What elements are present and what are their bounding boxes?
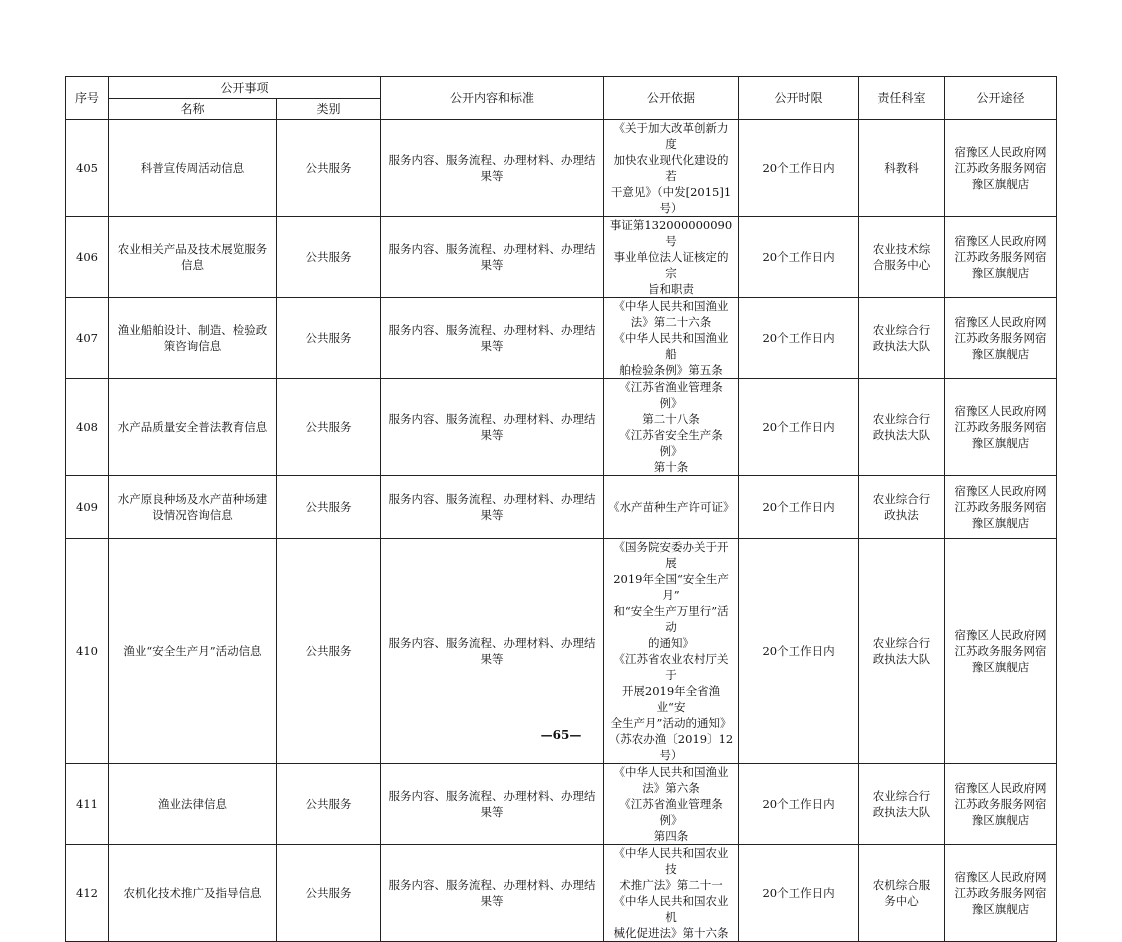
disclosure-table bbox=[65, 76, 1057, 942]
row-channel: 宿豫区人民政府网 江苏政务服务网宿 豫区旗舰店 bbox=[954, 870, 1047, 916]
row-content: 服务内容、服务流程、办理材料、办理结果等 bbox=[388, 412, 596, 442]
row-category: 公共服务 bbox=[305, 886, 352, 900]
header-content: 公开内容和标准 bbox=[381, 77, 604, 120]
page-number: —65— bbox=[540, 728, 582, 742]
row-number: 407 bbox=[76, 331, 98, 345]
row-number: 412 bbox=[76, 886, 98, 900]
row-number: 408 bbox=[76, 420, 98, 434]
row-time-limit: 20个工作日内 bbox=[762, 331, 835, 345]
row-time-limit: 20个工作日内 bbox=[762, 797, 835, 811]
row-number: 405 bbox=[76, 161, 98, 175]
table-row bbox=[66, 764, 1057, 845]
row-channel: 宿豫区人民政府网 江苏政务服务网宿 豫区旗舰店 bbox=[954, 628, 1047, 674]
table-row bbox=[66, 476, 1057, 539]
row-dept: 农业综合行 政执法大队 bbox=[872, 323, 931, 353]
row-basis: 《中华人民共和国渔业 法》第二十六条 《中华人民共和国渔业船 舶检验条例》第五条 bbox=[613, 299, 729, 377]
header-dept: 责任科室 bbox=[859, 77, 945, 120]
header-channel: 公开途径 bbox=[945, 77, 1057, 120]
row-name: 渔业“安全生产月”活动信息 bbox=[123, 644, 262, 658]
row-dept: 农机综合服 务中心 bbox=[872, 878, 931, 908]
row-basis: 《国务院安委办关于开展 2019年全国“安全生产月” 和“安全生产万里行”活动 的通知》 《江苏省农业农村厅关于 开展2019年全省渔业“安 全生产月”活动的通知》 （苏农办渔〔2019〕12号） bbox=[608, 540, 734, 762]
row-content: 服务内容、服务流程、办理材料、办理结果等 bbox=[388, 153, 596, 183]
row-time-limit: 20个工作日内 bbox=[762, 420, 835, 434]
table-row bbox=[66, 845, 1057, 942]
row-basis: 《中华人民共和国渔业 法》第六条 《江苏省渔业管理条例》 第四条 bbox=[613, 765, 729, 843]
row-category: 公共服务 bbox=[305, 161, 352, 175]
row-time-limit: 20个工作日内 bbox=[762, 644, 835, 658]
row-number: 406 bbox=[76, 250, 98, 264]
row-number: 411 bbox=[76, 797, 98, 811]
table-row bbox=[66, 379, 1057, 476]
row-channel: 宿豫区人民政府网 江苏政务服务网宿 豫区旗舰店 bbox=[954, 145, 1047, 191]
row-channel: 宿豫区人民政府网 江苏政务服务网宿 豫区旗舰店 bbox=[954, 234, 1047, 280]
row-channel: 宿豫区人民政府网 江苏政务服务网宿 豫区旗舰店 bbox=[954, 781, 1047, 827]
row-channel: 宿豫区人民政府网 江苏政务服务网宿 豫区旗舰店 bbox=[954, 484, 1047, 530]
header-time-limit: 公开时限 bbox=[739, 77, 859, 120]
header-basis: 公开依据 bbox=[604, 77, 739, 120]
row-category: 公共服务 bbox=[305, 797, 352, 811]
row-name: 水产品质量安全普法教育信息 bbox=[117, 420, 268, 434]
row-name: 渔业法律信息 bbox=[158, 797, 227, 811]
row-channel: 宿豫区人民政府网 江苏政务服务网宿 豫区旗舰店 bbox=[954, 315, 1047, 361]
row-time-limit: 20个工作日内 bbox=[762, 886, 835, 900]
row-content: 服务内容、服务流程、办理材料、办理结果等 bbox=[388, 636, 596, 666]
row-time-limit: 20个工作日内 bbox=[762, 250, 835, 264]
row-name: 农业相关产品及技术展览服务信息 bbox=[117, 242, 268, 272]
row-name: 科普宣传周活动信息 bbox=[140, 161, 245, 175]
row-category: 公共服务 bbox=[305, 420, 352, 434]
row-basis: 《中华人民共和国农业技 术推广法》第二十一 《中华人民共和国农业机 械化促进法》第十六条 bbox=[613, 846, 729, 940]
row-time-limit: 20个工作日内 bbox=[762, 500, 835, 514]
row-dept: 农业综合行 政执法大队 bbox=[872, 412, 931, 442]
table-row bbox=[66, 298, 1057, 379]
row-category: 公共服务 bbox=[305, 250, 352, 264]
table-row bbox=[66, 120, 1057, 217]
row-name: 农机化技术推广及指导信息 bbox=[123, 886, 262, 900]
row-basis: 《水产苗种生产许可证》 bbox=[608, 500, 735, 514]
row-dept: 农业综合行 政执法大队 bbox=[872, 789, 931, 819]
header-public-item: 公开事项 bbox=[109, 77, 381, 99]
row-time-limit: 20个工作日内 bbox=[762, 161, 835, 175]
row-category: 公共服务 bbox=[305, 644, 352, 658]
row-number: 410 bbox=[76, 644, 98, 658]
row-dept: 农业综合行 政执法大队 bbox=[872, 636, 931, 666]
row-name: 渔业船舶设计、制造、检验政策咨询信息 bbox=[117, 323, 268, 353]
row-content: 服务内容、服务流程、办理材料、办理结果等 bbox=[388, 878, 596, 908]
row-number: 409 bbox=[76, 500, 98, 514]
table-row bbox=[66, 217, 1057, 298]
row-dept: 农业技术综 合服务中心 bbox=[872, 242, 931, 272]
row-basis: 《关于加大改革创新力度 加快农业现代化建设的若 干意见》（中发[2015]1 号） bbox=[610, 121, 732, 215]
row-content: 服务内容、服务流程、办理材料、办理结果等 bbox=[388, 242, 596, 272]
row-content: 服务内容、服务流程、办理材料、办理结果等 bbox=[388, 492, 596, 522]
row-name: 水产原良种场及水产苗种场建设情况咨询信息 bbox=[117, 492, 268, 522]
header-seq: 序号 bbox=[66, 77, 109, 120]
row-dept: 农业综合行 政执法 bbox=[872, 492, 931, 522]
row-category: 公共服务 bbox=[305, 331, 352, 345]
row-basis: 《江苏省渔业管理条例》 第二十八条 《江苏省安全生产条例》 第十条 bbox=[619, 380, 723, 474]
header-name: 名称 bbox=[109, 99, 277, 120]
row-dept: 科教科 bbox=[884, 161, 919, 175]
header-category: 类别 bbox=[277, 99, 381, 120]
row-content: 服务内容、服务流程、办理材料、办理结果等 bbox=[388, 789, 596, 819]
row-category: 公共服务 bbox=[305, 500, 352, 514]
row-basis: 事证第132000000090号 事业单位法人证核定的宗 旨和职责 bbox=[609, 218, 733, 296]
row-channel: 宿豫区人民政府网 江苏政务服务网宿 豫区旗舰店 bbox=[954, 404, 1047, 450]
row-content: 服务内容、服务流程、办理材料、办理结果等 bbox=[388, 323, 596, 353]
